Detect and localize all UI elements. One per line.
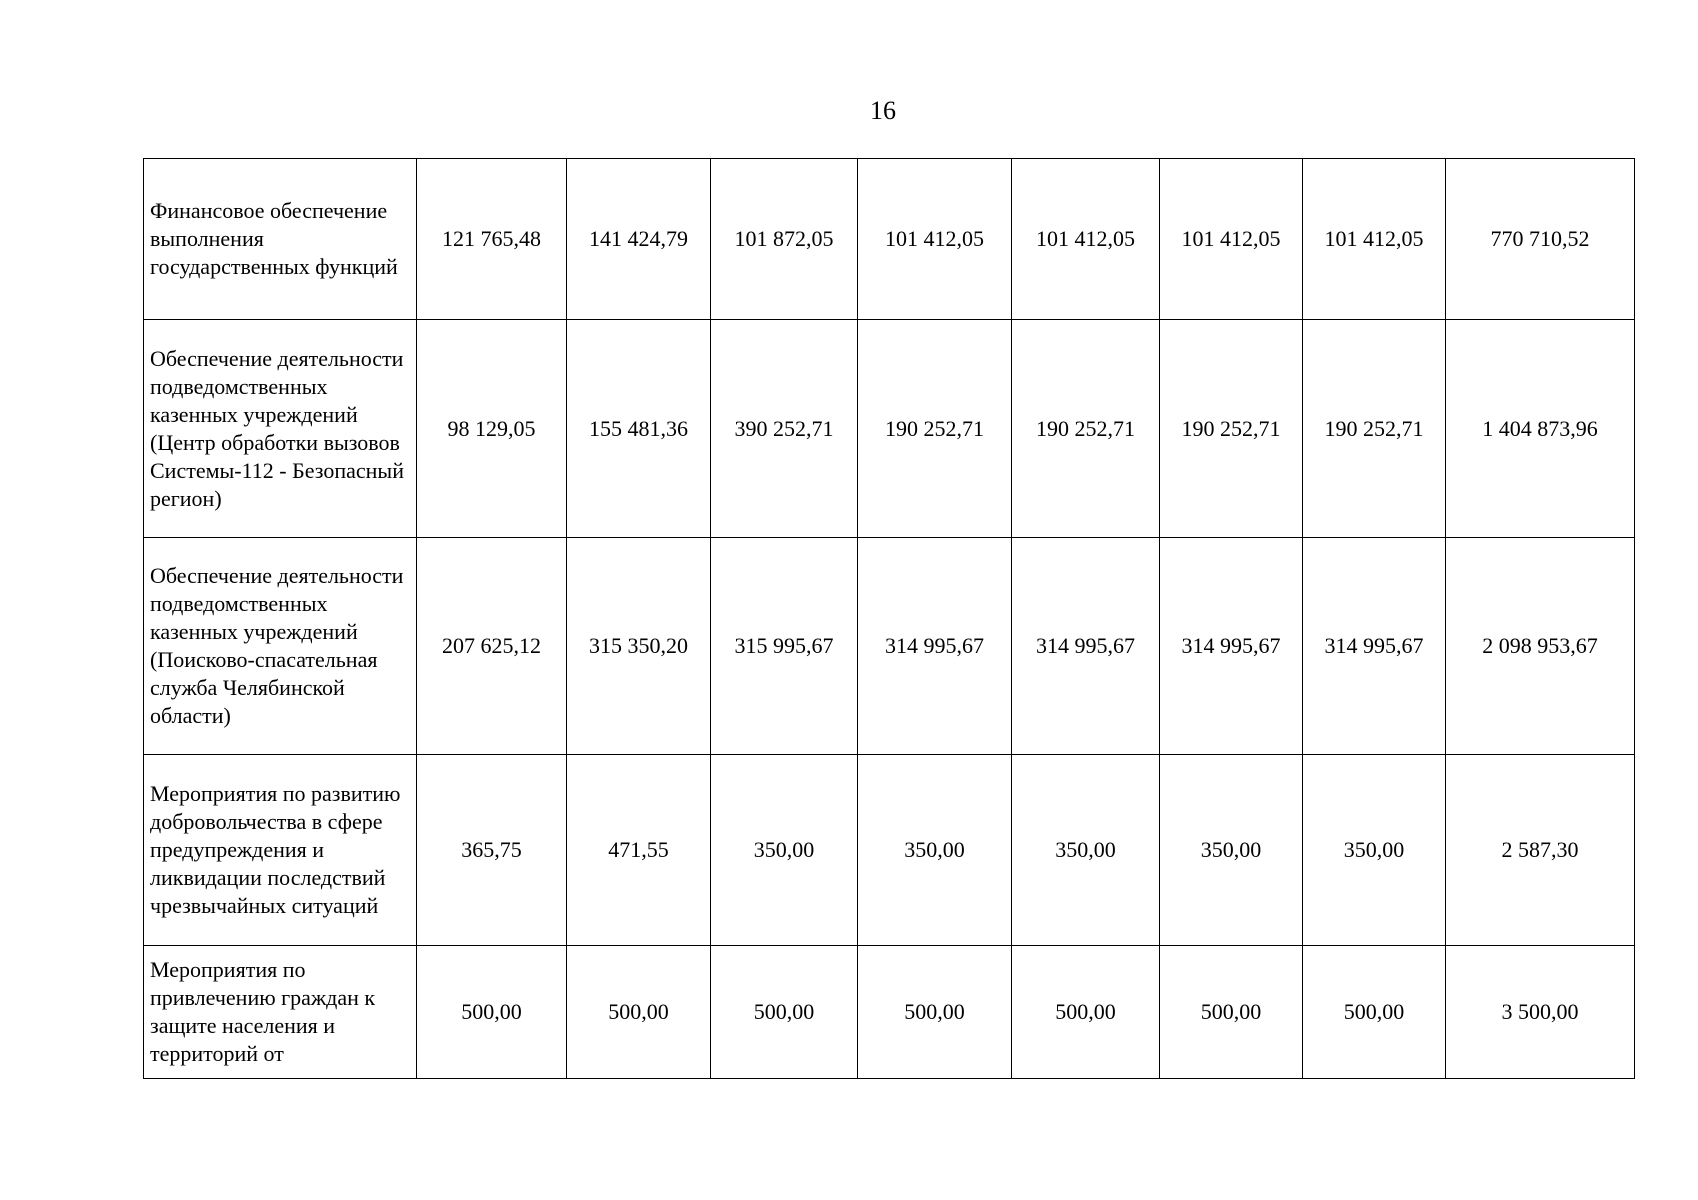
row-name-cell: Мероприятия по привлечению граждан к защите населения и территорий от bbox=[144, 946, 417, 1079]
row-name-cell: Обеспечение деятельности подведомственных казенных учреждений (Центр обработки вызовов Системы-112 - Безопасный регион) bbox=[144, 320, 417, 538]
table-row bbox=[144, 946, 1635, 1079]
value-cell: 500,00 bbox=[1303, 946, 1446, 1079]
row-name-cell: Мероприятия по развитию добровольчества в сфере предупреждения и ликвидации последствий чрезвычайных ситуаций bbox=[144, 755, 417, 946]
budget-table bbox=[143, 158, 1635, 1079]
total-cell: 1 404 873,96 bbox=[1446, 320, 1635, 538]
page-number: 16 bbox=[870, 96, 896, 125]
value-cell: 390 252,71 bbox=[711, 320, 858, 538]
value-cell: 350,00 bbox=[711, 755, 858, 946]
value-cell: 315 995,67 bbox=[711, 538, 858, 755]
value-cell: 314 995,67 bbox=[1012, 538, 1160, 755]
value-cell: 314 995,67 bbox=[1303, 538, 1446, 755]
value-cell: 314 995,67 bbox=[1160, 538, 1303, 755]
value-cell: 350,00 bbox=[1012, 755, 1160, 946]
value-cell: 350,00 bbox=[1303, 755, 1446, 946]
value-cell: 500,00 bbox=[711, 946, 858, 1079]
value-cell: 101 412,05 bbox=[1012, 159, 1160, 320]
total-cell: 770 710,52 bbox=[1446, 159, 1635, 320]
value-cell: 121 765,48 bbox=[417, 159, 567, 320]
table-row bbox=[144, 755, 1635, 946]
value-cell: 471,55 bbox=[567, 755, 711, 946]
total-cell: 3 500,00 bbox=[1446, 946, 1635, 1079]
table-row bbox=[144, 159, 1635, 320]
value-cell: 350,00 bbox=[1160, 755, 1303, 946]
value-cell: 141 424,79 bbox=[567, 159, 711, 320]
value-cell: 315 350,20 bbox=[567, 538, 711, 755]
row-name-cell: Обеспечение деятельности подведомственных казенных учреждений (Поисково-спасательная служба Челябинской области) bbox=[144, 538, 417, 755]
value-cell: 350,00 bbox=[858, 755, 1012, 946]
table-row bbox=[144, 538, 1635, 755]
value-cell: 365,75 bbox=[417, 755, 567, 946]
value-cell: 101 412,05 bbox=[1303, 159, 1446, 320]
total-cell: 2 587,30 bbox=[1446, 755, 1635, 946]
value-cell: 500,00 bbox=[417, 946, 567, 1079]
total-cell: 2 098 953,67 bbox=[1446, 538, 1635, 755]
value-cell: 101 872,05 bbox=[711, 159, 858, 320]
value-cell: 98 129,05 bbox=[417, 320, 567, 538]
value-cell: 207 625,12 bbox=[417, 538, 567, 755]
value-cell: 314 995,67 bbox=[858, 538, 1012, 755]
table-row bbox=[144, 320, 1635, 538]
value-cell: 500,00 bbox=[567, 946, 711, 1079]
value-cell: 190 252,71 bbox=[858, 320, 1012, 538]
value-cell: 101 412,05 bbox=[858, 159, 1012, 320]
value-cell: 155 481,36 bbox=[567, 320, 711, 538]
value-cell: 500,00 bbox=[1012, 946, 1160, 1079]
value-cell: 190 252,71 bbox=[1012, 320, 1160, 538]
value-cell: 500,00 bbox=[858, 946, 1012, 1079]
value-cell: 190 252,71 bbox=[1160, 320, 1303, 538]
row-name-cell: Финансовое обеспечение выполнения государственных функций bbox=[144, 159, 417, 320]
value-cell: 101 412,05 bbox=[1160, 159, 1303, 320]
value-cell: 190 252,71 bbox=[1303, 320, 1446, 538]
value-cell: 500,00 bbox=[1160, 946, 1303, 1079]
